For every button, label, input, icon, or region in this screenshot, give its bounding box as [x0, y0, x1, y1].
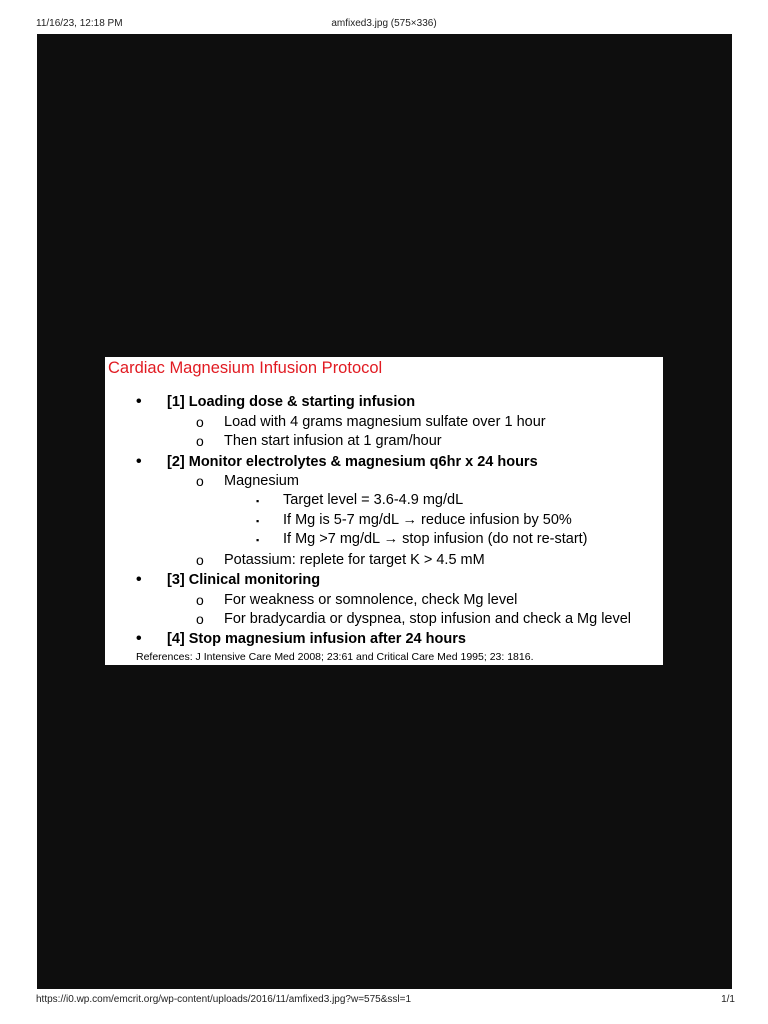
- list-item: Load with 4 grams magnesium sulfate over 1 hour: [224, 414, 546, 430]
- page-number: 1/1: [721, 994, 735, 1005]
- bullet-circle-icon: o: [196, 473, 204, 489]
- references: References: J Intensive Care Med 2008; 23:61 and Critical Care Med 1995; 23: 1816.: [136, 651, 534, 663]
- list-item: For weakness or somnolence, check Mg level: [224, 592, 518, 608]
- bullet-circle-icon: o: [196, 414, 204, 430]
- bullet-circle-icon: o: [196, 611, 204, 627]
- bullet-dot-icon: •: [136, 630, 142, 647]
- print-datetime: 11/16/23, 12:18 PM: [36, 18, 123, 29]
- list-item: If Mg >7 mg/dL → stop infusion (do not re-start): [283, 531, 588, 547]
- list-item: Magnesium: [224, 473, 299, 489]
- section-heading: [3] Clinical monitoring: [167, 572, 321, 588]
- bullet-square-icon: ▪: [256, 496, 260, 506]
- bullet-dot-icon: •: [136, 393, 142, 410]
- section-heading: [1] Loading dose & starting infusion: [167, 394, 416, 410]
- bullet-square-icon: ▪: [256, 516, 260, 526]
- section-heading: [2] Monitor electrolytes & magnesium q6hr x 24 hours: [167, 454, 538, 470]
- section-heading: [4] Stop magnesium infusion after 24 hours: [167, 631, 466, 647]
- list-item: If Mg is 5-7 mg/dL → reduce infusion by 50%: [283, 512, 572, 528]
- list-item: Then start infusion at 1 gram/hour: [224, 433, 442, 449]
- bullet-circle-icon: o: [196, 552, 204, 568]
- slide-title: Cardiac Magnesium Infusion Protocol: [108, 359, 383, 377]
- list-item: Target level = 3.6-4.9 mg/dL: [283, 492, 464, 508]
- bullet-square-icon: ▪: [256, 535, 260, 545]
- protocol-slide: [105, 357, 663, 665]
- bullet-dot-icon: •: [136, 453, 142, 470]
- list-item: Potassium: replete for target K > 4.5 mM: [224, 552, 485, 568]
- bullet-circle-icon: o: [196, 433, 204, 449]
- bullet-circle-icon: o: [196, 592, 204, 608]
- list-item: For bradycardia or dyspnea, stop infusion and check a Mg level: [224, 611, 632, 627]
- print-url: https://i0.wp.com/emcrit.org/wp-content/uploads/2016/11/amfixed3.jpg?w=575&ssl=1: [36, 994, 412, 1005]
- print-title: amfixed3.jpg (575×336): [331, 18, 437, 29]
- bullet-dot-icon: •: [136, 571, 142, 588]
